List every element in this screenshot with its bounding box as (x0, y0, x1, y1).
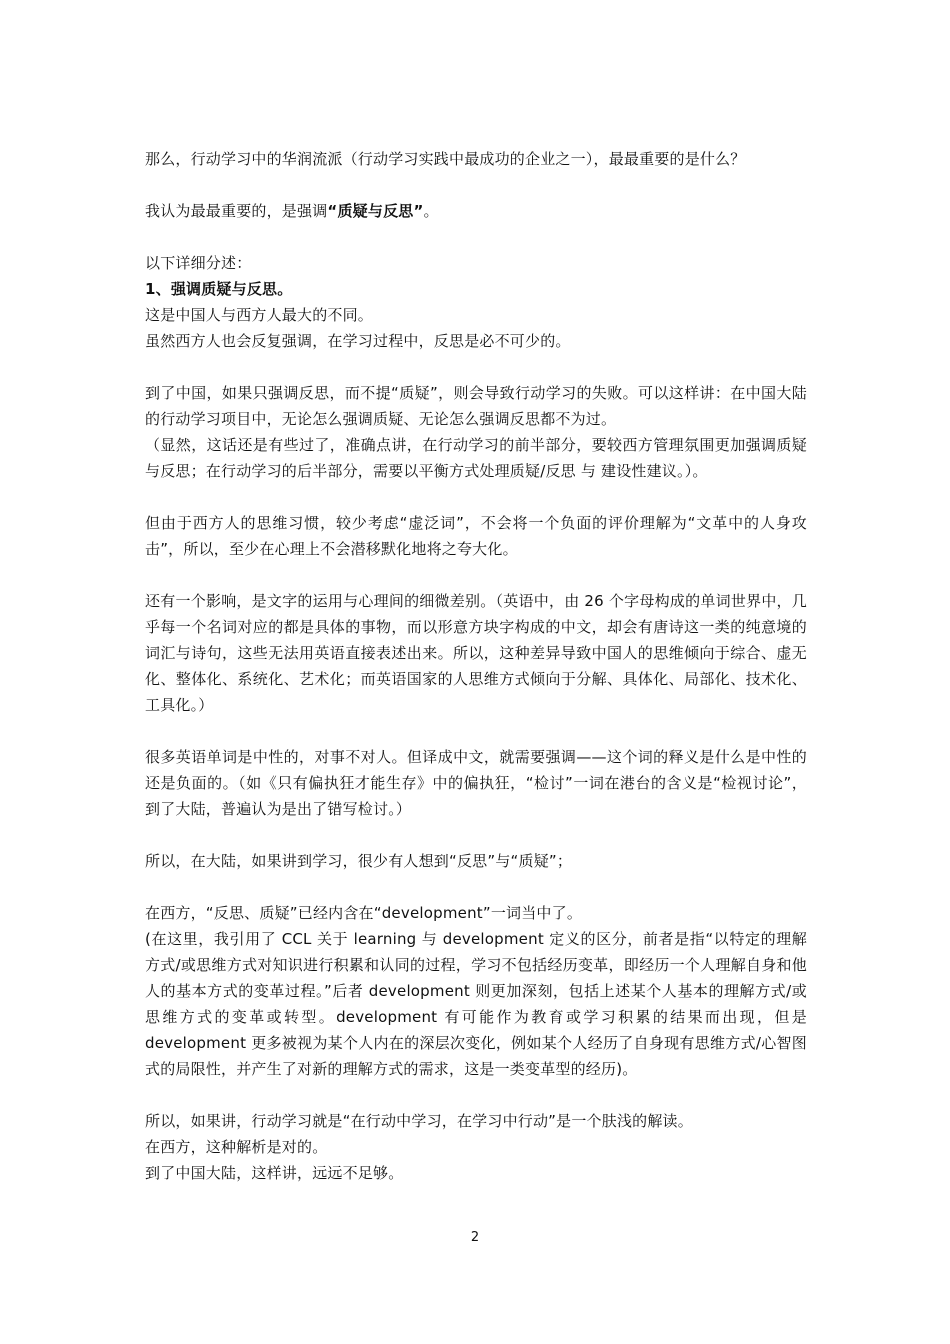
emphasis-text: “质疑与反思” (327, 202, 424, 220)
paragraph: 虽然西方人也会反复强调，在学习过程中，反思是必不可少的。 (145, 332, 571, 350)
paragraph-spacer (145, 224, 807, 250)
paragraph-text: 我认为最最重要的，是强调 (145, 202, 328, 220)
paragraph-spacer (145, 718, 807, 744)
paragraph: 到了中国，如果只强调反思，而不提“质疑”，则会导致行动学习的失败。可以这样讲：在中国大陆的行动学习项目中，无论怎么强调质疑、无论怎么强调反思都不为过。 (145, 384, 807, 428)
paragraph: 所以，如果讲，行动学习就是“在行动中学习，在学习中行动”是一个肤浅的解读。 (145, 1112, 693, 1130)
paragraph: 在西方，这种解析是对的。 (145, 1138, 328, 1156)
paragraph-spacer (145, 822, 807, 848)
paragraph (145, 198, 807, 224)
section-heading: 1、强调质疑与反思。 (145, 280, 293, 298)
paragraph: 这是中国人与西方人最大的不同。 (145, 306, 374, 324)
paragraph-spacer (145, 172, 807, 198)
paragraph-text: 。 (423, 202, 439, 220)
paragraph: 很多英语单词是中性的，对事不对人。但译成中文，就需要强调——这个词的释义是什么是中性的还是负面的。（如《只有偏执狂才能生存》中的偏执狂，“检讨”一词在港台的含义是“检视讨论”，到了大陆，普遍认为是出了错写检讨。） (145, 748, 807, 818)
paragraph: 所以，在大陆，如果讲到学习，很少有人想到“反思”与“质疑”； (145, 852, 573, 870)
paragraph: 以下详细分述： (145, 254, 252, 272)
paragraph-spacer (145, 1082, 807, 1108)
paragraph: 那么，行动学习中的华润流派（行动学习实践中最成功的企业之一），最最重要的是什么？ (145, 150, 746, 168)
paragraph: 但由于西方人的思维习惯，较少考虑“虚泛词”，不会将一个负面的评价理解为“文革中的人身攻击”，所以，至少在心理上不会潜移默化地将之夸大化。 (145, 514, 807, 558)
paragraph-spacer (145, 484, 807, 510)
document-body (145, 146, 807, 1186)
paragraph: （显然，这话还是有些过了，准确点讲，在行动学习的前半部分，要较西方管理氛围更加强调质疑与反思；在行动学习的后半部分，需要以平衡方式处理质疑/反思 与 建设性建议。）。 (145, 436, 807, 480)
paragraph: 在西方，“反思、质疑”已经内含在“development”一词当中了。 (145, 904, 583, 922)
page-number: 2 (470, 1230, 480, 1245)
paragraph-spacer (145, 874, 807, 900)
paragraph: (在这里，我引用了 CCL 关于 learning 与 development 定义的区分，前者是指“以特定的理解方式/或思维方式对知识进行积累和认同的过程，学习不包括经历变革，即经历一个人理解自身和他人的基本方式的变革过程。”后者 development 则更加深刻，包括上述某个人基本的理解方式/或思维方式的变革或转型。development 有可能作为教育或学习积累的结果而出现，但是 development 更多被视为某个人内在的深层次变化，例如某个人经历了自身现有思维方式/心智图式的局限性，并产生了对新的理解方式的需求，这是一类变革型的经历)。 (145, 930, 807, 1078)
paragraph: 还有一个影响，是文字的运用与心理间的细微差别。（英语中，由 26 个字母构成的单词世界中，几乎每一个名词对应的都是具体的事物，而以形意方块字构成的中文，却会有唐诗这一类的纯意境的词汇与诗句，这些无法用英语直接表述出来。所以，这种差异导致中国人的思维倾向于综合、虚无化、整体化、系统化、艺术化；而英语国家的人思维方式倾向于分解、具体化、局部化、技术化、工具化。） (145, 592, 807, 714)
paragraph-spacer (145, 354, 807, 380)
paragraph-spacer (145, 562, 807, 588)
paragraph: 到了中国大陆，这样讲，远远不足够。 (145, 1164, 404, 1182)
